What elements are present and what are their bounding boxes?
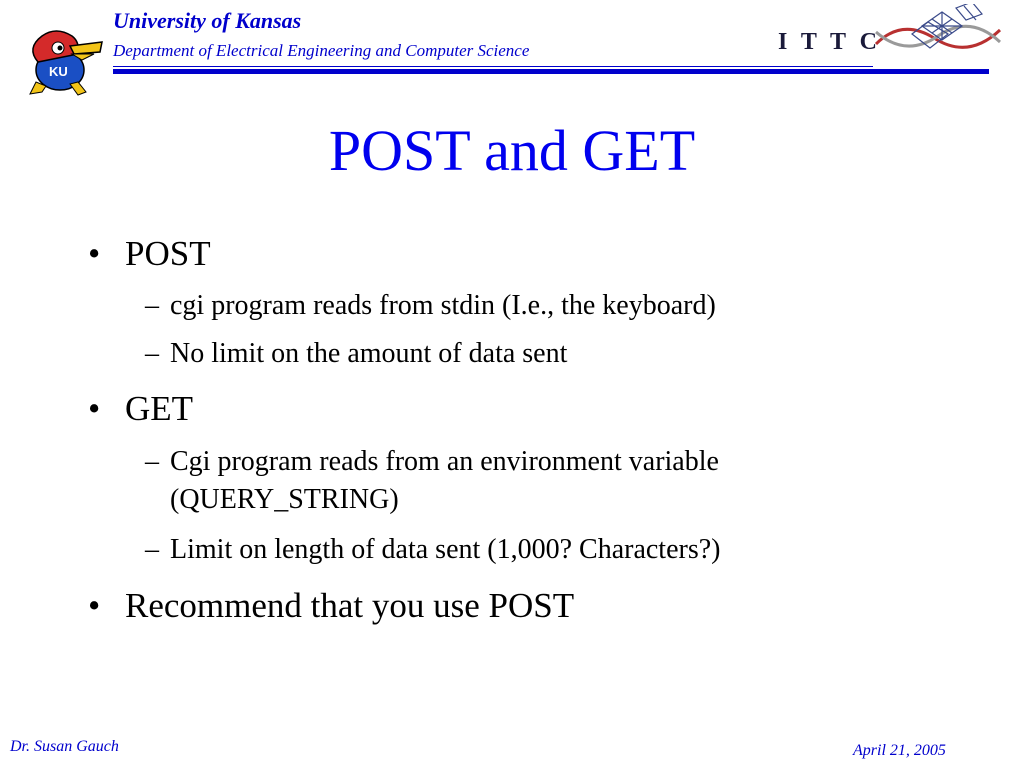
footer-author: Dr. Susan Gauch	[10, 738, 119, 755]
bullet-marker: •	[88, 234, 101, 273]
logo-text: KU	[49, 64, 68, 79]
bullet-text: GET	[125, 389, 194, 428]
bullet-marker: •	[88, 586, 101, 625]
sub-bullet-text: Limit on length of data sent (1,000? Characters?)	[170, 534, 721, 565]
dash-marker: –	[145, 290, 159, 321]
bullet-text: POST	[125, 234, 211, 273]
dash-marker: –	[145, 338, 159, 369]
ittc-label: I T T C	[778, 29, 881, 55]
sub-bullet-text: (QUERY_STRING)	[170, 484, 399, 515]
footer-date: April 21, 2005	[853, 742, 946, 759]
bullet-text: Recommend that you use POST	[125, 586, 575, 625]
dash-marker: –	[145, 534, 159, 565]
slide-title: POST and GET	[328, 118, 696, 183]
department-name: Department of Electrical Engineering and Computer Science	[113, 41, 530, 60]
sub-bullet-text: Cgi program reads from an environment variable	[170, 446, 719, 477]
sub-bullet-text: No limit on the amount of data sent	[170, 338, 568, 369]
university-name: University of Kansas	[113, 8, 302, 33]
sub-bullet-text: cgi program reads from stdin (I.e., the keyboard)	[170, 290, 716, 321]
dash-marker: –	[145, 446, 159, 477]
bullet-marker: •	[88, 389, 101, 428]
